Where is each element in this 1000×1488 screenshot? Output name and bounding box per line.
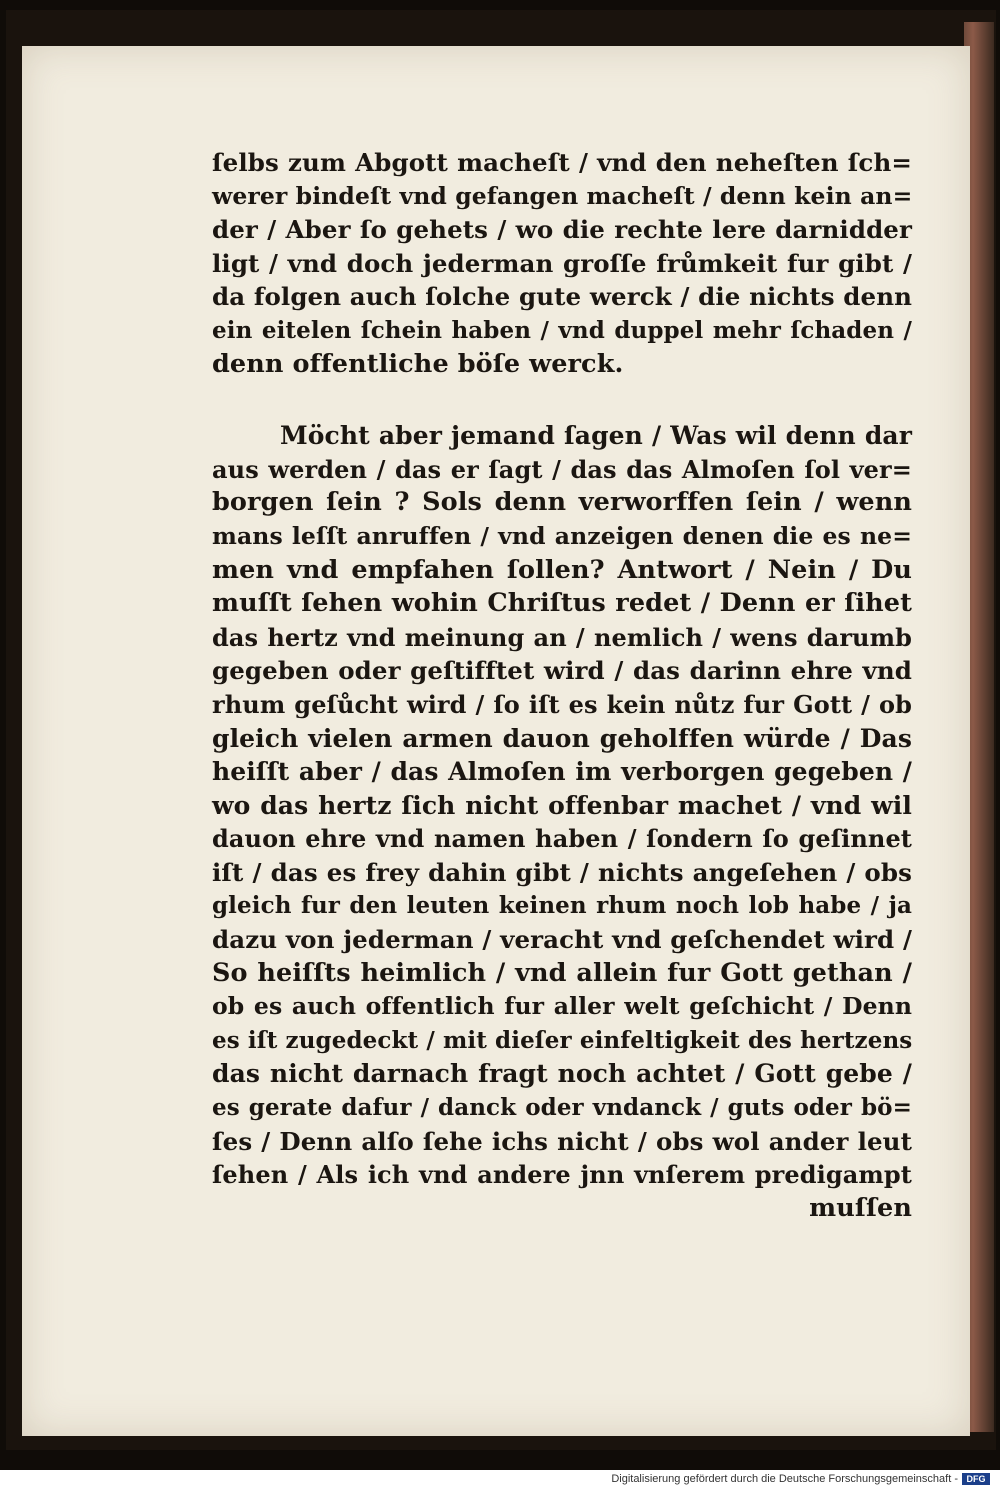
text-line: gleich vielen armen dauon geholffen würde / Das [212,723,912,753]
digitization-footer [0,1470,1000,1488]
text-line: das hertz vnd meinung an / nemlich / wens darumb [212,622,912,652]
text-line: iſt / das es frey dahin gibt / nichts angeſehen / obs [212,857,912,887]
text-line: So heiſſts heimlich / vnd allein fur Gott gethan / [212,957,912,988]
dfg-logo: DFG [962,1473,990,1485]
text-line: mans leſſt anruffen / vnd anzeigen denen die es ne= [212,521,912,550]
text-line: werer bindeſt vnd gefangen macheſt / denn kein an= [212,181,913,210]
text-line: gleich fur den leuten keinen rhum noch lob habe / ja [212,892,912,920]
text-line: wo das hertz ſich nicht offenbar machet / vnd wil [212,790,912,820]
page-text [212,146,912,1225]
paragraph-2 [212,419,912,1225]
text-line: ſes / Denn alſo ſehe ichs nicht / obs wol ander leut [212,1126,912,1156]
text-line: aus werden / das er ſagt / das das Almoſen ſol ver= [212,454,912,484]
text-line: das nicht darnach fragt noch achtet / Gott gebe / [212,1059,912,1089]
text-line: muſſt ſehen wohin Chriſtus redet / Denn er ſihet [212,588,912,619]
text-line: denn offentliche böſe werck. [212,348,624,379]
text-line: ſelbs zum Abgott macheſt / vnd den neheſten ſch= [212,148,912,177]
text-line: ob es auch offentlich fur aller welt geſchicht / Denn [212,992,912,1021]
text-line: rhum geſůcht wird / ſo iſt es kein nůtz fur Gott / ob [212,689,912,719]
text-line: dauon ehre vnd namen haben / ſondern ſo geſinnet [212,824,912,854]
text-line: es iſt zugedeckt / mit dieſer einfeltigkeit des hertzens [212,1026,913,1054]
funding-credit: Digitalisierung gefördert durch die Deutsche Forschungsgemeinschaft - [611,1473,958,1485]
paragraph-gap [212,381,912,419]
text-line: ein eitelen ſchein haben / vnd duppel mehr ſchaden / [212,316,912,344]
text-line: ligt / vnd doch jederman groſſe frůmkeit fur gibt / [212,248,912,278]
paragraph-1 [212,146,912,381]
text-line: da folgen auch ſolche gute werck / die nichts denn [212,282,913,312]
text-line: der / Aber ſo gehets / wo die rechte lere darnidder [212,215,912,245]
text-line: es gerate dafur / danck oder vndanck / guts oder bö= [212,1094,912,1122]
text-line: ſehen / Als ich vnd andere jnn vnſerem predigampt [212,1160,912,1190]
text-line: Möcht aber jemand ſagen / Was wil denn dar [280,421,912,451]
text-line: borgen ſein ? Sols denn verworffen ſein / wenn [212,487,912,518]
book-page [22,46,970,1436]
text-line: heiſſt aber / das Almoſen im verborgen gegeben / [212,757,912,787]
catchword: muſſen [809,1192,912,1223]
text-line: dazu von jederman / veracht vnd geſchendet wird / [212,925,912,955]
text-line: gegeben oder geſtifftet wird / das darinn ehre vnd [212,656,912,686]
text-line: men vnd empfahen ſollen? Antwort / Nein / Du [212,554,912,585]
